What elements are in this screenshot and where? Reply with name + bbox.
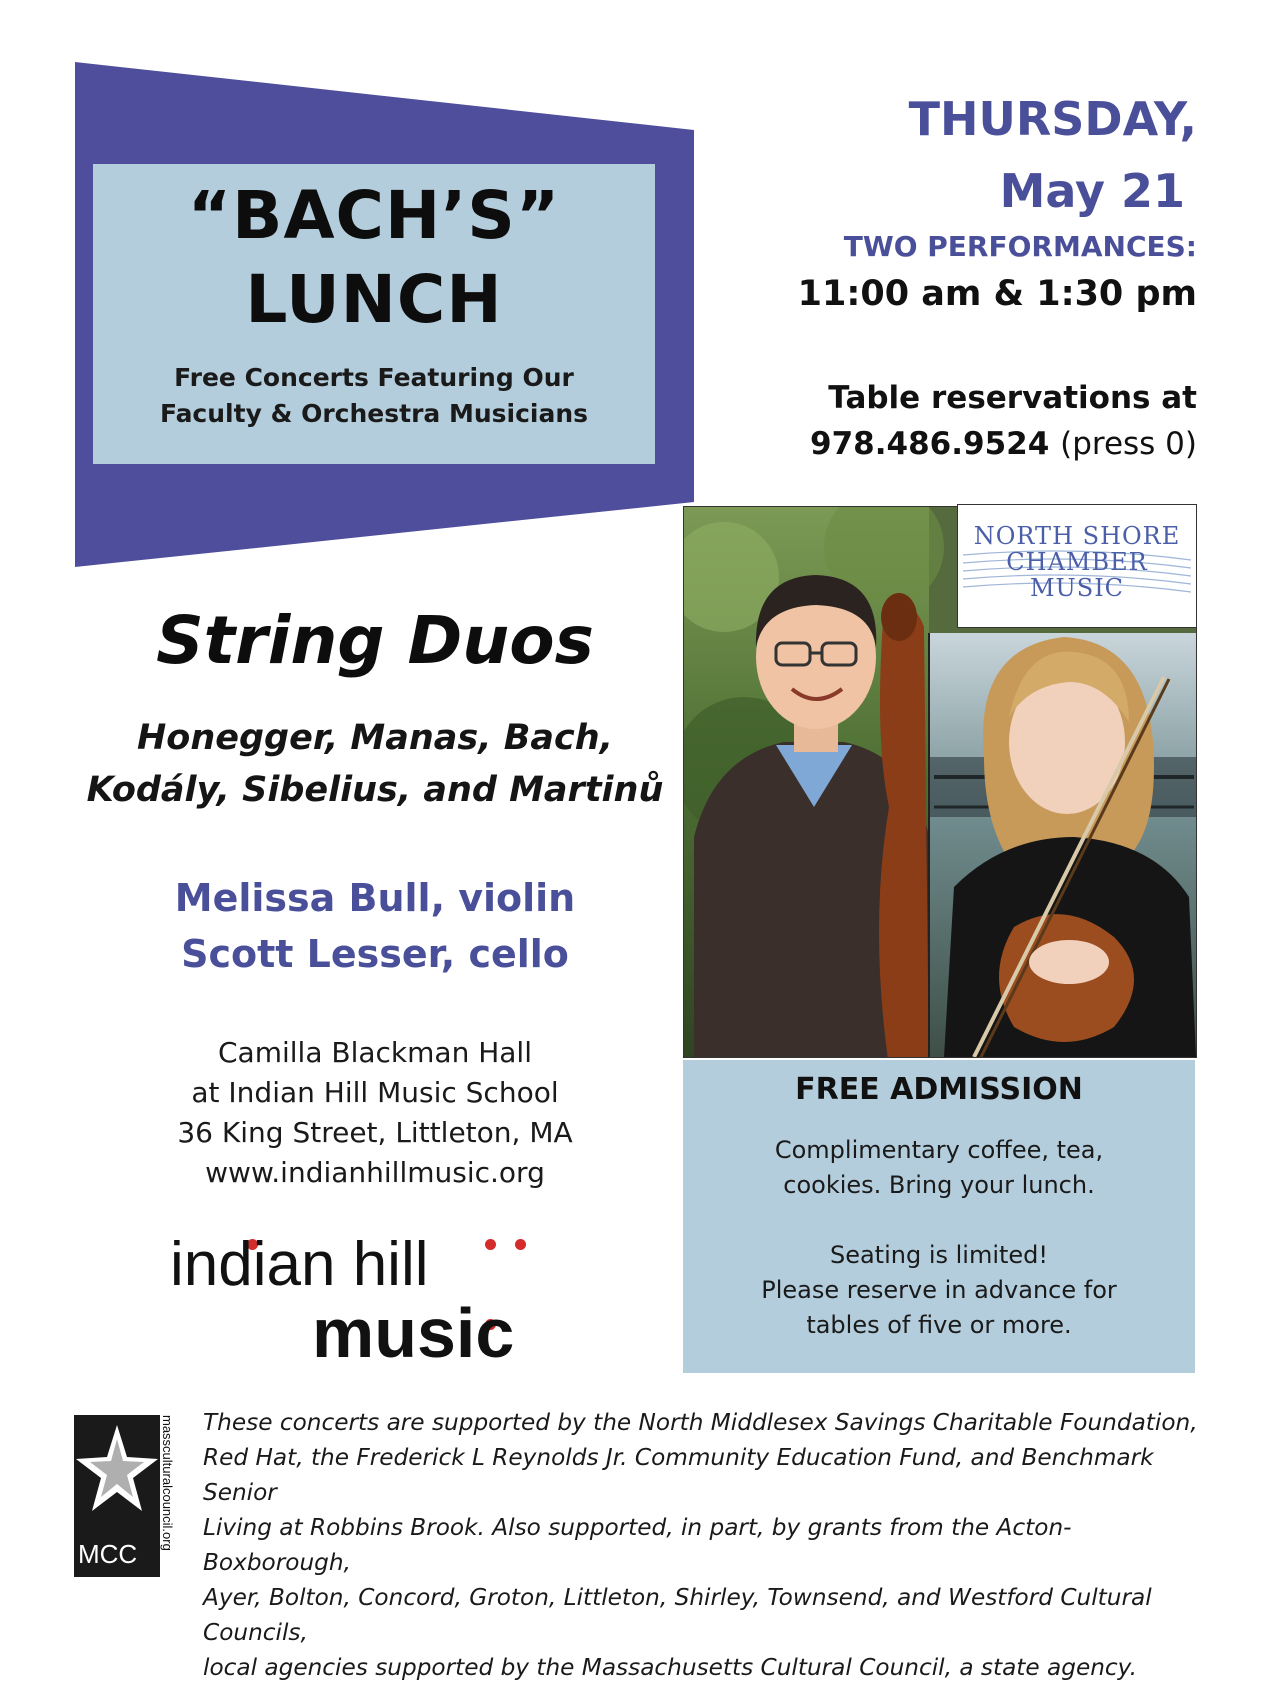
admission-line1: Complimentary coffee, tea, <box>774 1136 1104 1164</box>
event-day: THURSDAY, <box>908 92 1197 146</box>
performer-cello: Scott Lesser, cello <box>181 932 569 976</box>
venue-school: at Indian Hill Music School <box>191 1076 559 1109</box>
reservation-phone-note: (press 0) <box>1060 426 1197 462</box>
venue-website[interactable]: www.indianhillmusic.org <box>205 1156 545 1189</box>
ihm-logo-line1: indian hill <box>170 1230 429 1299</box>
reservation-phone-line <box>810 426 1197 462</box>
program-title <box>60 602 690 679</box>
performances-label: TWO PERFORMANCES: <box>843 230 1197 263</box>
performers-block <box>60 870 690 982</box>
mcc-logo <box>74 1415 160 1577</box>
nscm-logo-line3: MUSIC <box>1029 574 1125 602</box>
performer-violin: Melissa Bull, violin <box>174 876 576 920</box>
admission-title: FREE ADMISSION <box>795 1072 1083 1107</box>
title-box <box>93 164 655 464</box>
event-subtitle-line2: Faculty & Orchestra Musicians <box>159 399 589 428</box>
event-subtitle-line1: Free Concerts Featuring Our <box>174 363 574 392</box>
reservation-label: Table reservations at <box>828 380 1197 416</box>
admission-line3: Seating is limited! <box>829 1241 1049 1269</box>
support-line1: These concerts are supported by the North Middlesex Savings Charitable Foundation, <box>203 1409 1198 1436</box>
composers-line1: Honegger, Manas, Bach, <box>137 718 613 758</box>
venue-block <box>60 1033 690 1193</box>
support-line4: Ayer, Bolton, Concord, Groton, Littleton, Shirley, Townsend, and Westford Cultural Councils, <box>203 1584 1152 1646</box>
mcc-url-text: massculturalcouncil.org <box>160 1415 175 1551</box>
logo-dot-3 <box>515 1239 526 1250</box>
program-title-text: String Duos <box>156 602 594 679</box>
support-line5: local agencies supported by the Massachusetts Cultural Council, a state agency. <box>203 1654 1137 1681</box>
performance-times: 11:00 am & 1:30 pm <box>797 274 1197 314</box>
support-line2: Red Hat, the Frederick L Reynolds Jr. Community Education Fund, and Benchmark Senior <box>203 1444 1154 1506</box>
support-line3: Living at Robbins Brook. Also supported, in part, by grants from the Acton-Boxborough, <box>203 1514 1072 1576</box>
reservation-phone: 978.486.9524 <box>810 426 1050 462</box>
composers-line2: Kodály, Sibelius, and Martinů <box>86 770 664 810</box>
event-title-line2: LUNCH <box>245 261 503 338</box>
admission-line5: tables of five or more. <box>806 1311 1072 1339</box>
composers-block <box>60 712 690 816</box>
logo-dot-2 <box>485 1239 496 1250</box>
mcc-url <box>153 1415 177 1577</box>
admission-box <box>683 1060 1195 1373</box>
event-title-line1: “BACH’S” <box>187 177 561 254</box>
event-date: May 21 <box>999 164 1185 218</box>
venue-hall: Camilla Blackman Hall <box>218 1036 532 1069</box>
support-statement <box>203 1405 1213 1685</box>
admission-line2: cookies. Bring your lunch. <box>783 1171 1095 1199</box>
ihm-logo-line2: music <box>312 1294 515 1372</box>
admission-line4: Please reserve in advance for <box>761 1276 1117 1304</box>
mcc-abbr: MCC <box>78 1539 138 1569</box>
indian-hill-music-logo <box>170 1227 600 1377</box>
star-icon <box>74 1415 160 1535</box>
nscm-logo-line1: NORTH SHORE <box>973 522 1181 550</box>
north-shore-chamber-music-logo <box>957 504 1197 628</box>
nscm-logo-line2: CHAMBER <box>1006 548 1148 576</box>
venue-address: 36 King Street, Littleton, MA <box>177 1116 573 1149</box>
